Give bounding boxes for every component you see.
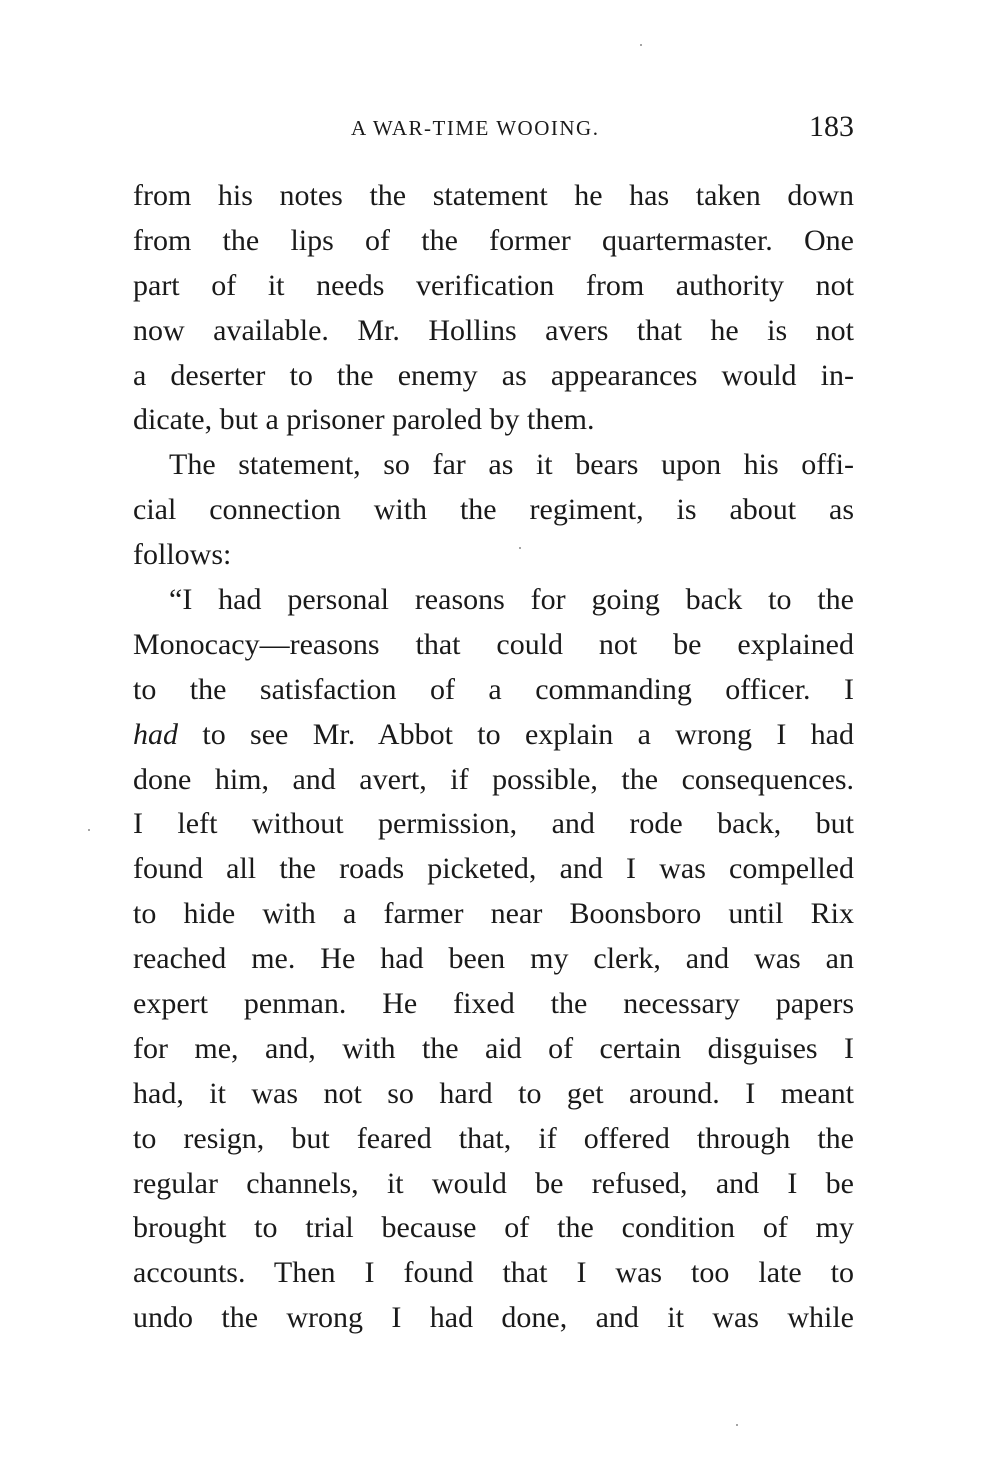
paper-speck: [519, 547, 521, 549]
text-line: reached me. He had been my clerk, and was an: [133, 942, 854, 976]
text-line: dicate, but a prisoner paroled by them.: [133, 403, 595, 437]
text-line: had, it was not so hard to get around. I meant: [133, 1076, 854, 1110]
text-line: found all the roads picketed, and I was compelled: [133, 852, 854, 886]
paper-speck: [88, 829, 90, 831]
text-line: undo the wrong I had done, and it was while: [133, 1301, 854, 1335]
text-line: to the satisfaction of a commanding officer. I: [133, 672, 854, 706]
text-line: accounts. Then I found that I was too late to: [133, 1256, 854, 1290]
text-line: from his notes the statement he has taken down: [133, 179, 854, 212]
text-line: brought to trial because of the condition of my: [133, 1211, 854, 1245]
running-header: [133, 110, 854, 150]
text-line: Monocacy—reasons that could not be explained: [133, 627, 854, 661]
text-line: to resign, but feared that, if offered through the: [133, 1121, 854, 1155]
text-line-rest: to see Mr. Abbot to explain a wrong I had: [202, 717, 854, 751]
text-line: I left without permission, and rode back, but: [133, 807, 854, 841]
text-line: done him, and avert, if possible, the consequences.: [133, 762, 854, 796]
text-line: The statement, so far as it bears upon his offi-: [169, 448, 854, 482]
paper-speck: [640, 44, 642, 46]
text-line: follows:: [133, 538, 232, 572]
text-line: cial connection with the regiment, is about as: [133, 493, 854, 527]
paper-speck: [736, 1424, 738, 1426]
page-number: 183: [809, 110, 854, 143]
text-line-with-emphasis: [133, 713, 854, 758]
text-line: expert penman. He fixed the necessary papers: [133, 987, 854, 1021]
text-line: a deserter to the enemy as appearances would in-: [133, 358, 854, 392]
text-line: now available. Mr. Hollins avers that he is not: [133, 313, 854, 347]
text-line: from the lips of the former quartermaster. One: [133, 223, 854, 257]
emphasized-word: had: [133, 717, 178, 751]
text-line: regular channels, it would be refused, and I be: [133, 1166, 854, 1200]
text-line: part of it needs verification from authority not: [133, 268, 854, 302]
text-line: “I had personal reasons for going back to the: [169, 583, 854, 617]
text-line: to hide with a farmer near Boonsboro until Rix: [133, 897, 854, 931]
body-text: [133, 174, 854, 1341]
text-line: for me, and, with the aid of certain disguises I: [133, 1031, 854, 1065]
running-title: A WAR-TIME WOOING.: [351, 116, 600, 140]
